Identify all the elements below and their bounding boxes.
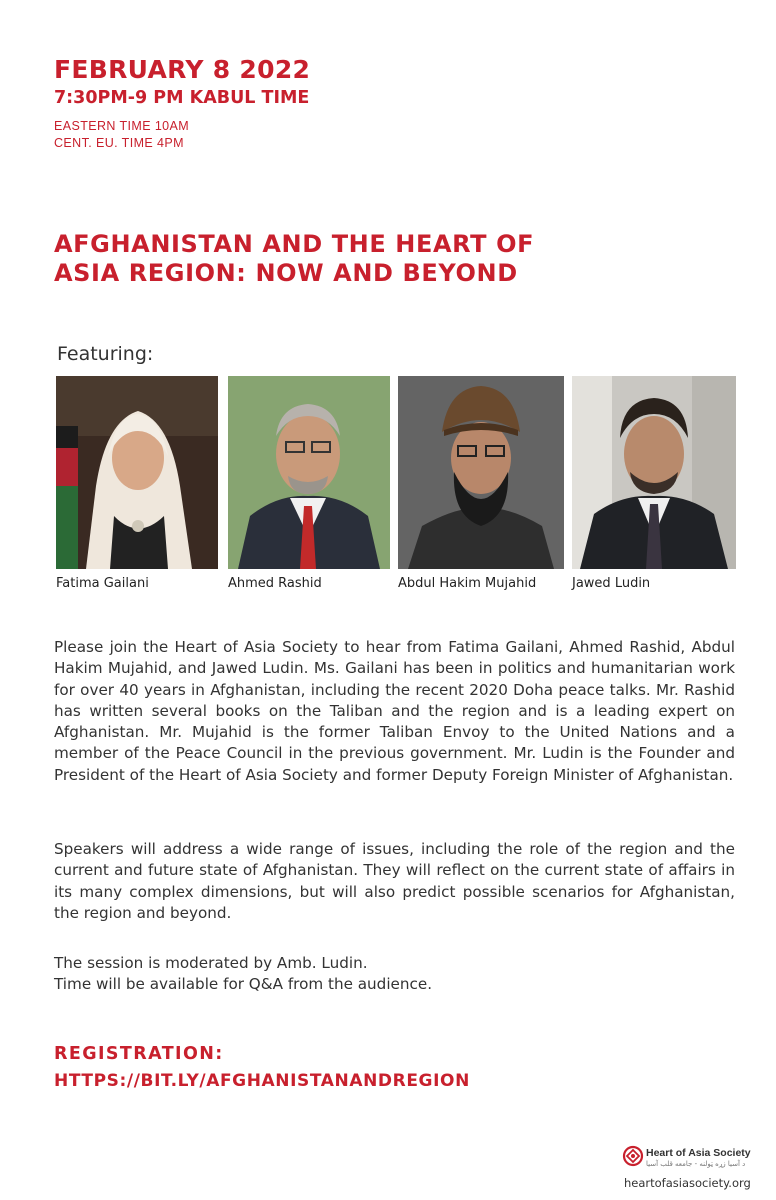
timezone-cet: CENT. EU. TIME 4PM — [54, 136, 184, 150]
topics-paragraph: Speakers will address a wide range of issues, including the role of the region and the current and future state of Afghanistan. They will reflect on the current state of affairs in its many complex dimensions, but will also predict possible scenarios for Afghanistan, the region and beyond. — [54, 840, 735, 922]
speaker-name: Jawed Ludin — [572, 576, 651, 591]
event-title — [54, 230, 534, 288]
qa-line: Time will be available for Q&A from the audience. — [54, 975, 433, 994]
heart-of-asia-logo-icon — [622, 1145, 644, 1167]
event-title-line2: ASIA REGION: NOW AND BEYOND — [54, 259, 518, 287]
speaker-photo-jawed-ludin — [572, 376, 736, 569]
moderator-line: The session is moderated by Amb. Ludin. — [54, 954, 368, 972]
registration-label: REGISTRATION: — [54, 1044, 224, 1064]
org-name: Heart of Asia Society — [646, 1147, 751, 1159]
registration-link[interactable]: HTTPS://BIT.LY/AFGHANISTANANDREGION — [54, 1071, 470, 1091]
speaker-name: Ahmed Rashid — [228, 576, 322, 591]
website-link[interactable]: heartofasiasociety.org — [624, 1176, 751, 1190]
speaker-photo-ahmed-rashid — [228, 376, 390, 569]
featuring-label: Featuring: — [57, 343, 154, 365]
moderation-paragraph — [54, 953, 735, 996]
speaker-photo-abdul-hakim-mujahid — [398, 376, 564, 569]
timezone-eastern: EASTERN TIME 10AM — [54, 119, 190, 133]
event-date: FEBRUARY 8 2022 — [54, 55, 311, 84]
org-subtitle: د آسیا زړه ټولنه - جامعه قلب آسیا — [646, 1160, 746, 1168]
event-time: 7:30PM-9 PM KABUL TIME — [54, 88, 310, 108]
speaker-photo-fatima-gailani — [56, 376, 218, 569]
event-title-line1: AFGHANISTAN AND THE HEART OF — [54, 230, 535, 258]
speaker-name: Fatima Gailani — [56, 576, 149, 591]
description-paragraph: Please join the Heart of Asia Society to hear from Fatima Gailani, Ahmed Rashid, Abdul Hakim Mujahid, and Jawed Ludin. Ms. Gailani has been in politics and humanitarian work for over 40 years in Afghanistan, including the recent 2020 Doha peace talks. Mr. Rashid has written several books on the Taliban and the region and is a leading expert on Afghanistan. Mr. Mujahid is the former Taliban Envoy to the United Nations and a member of the Peace Council in the previous government. Mr. Ludin is the Founder and President of the Heart of Asia Society and former Deputy Foreign Minister of Afghanistan. — [54, 638, 735, 784]
speaker-name: Abdul Hakim Mujahid — [398, 576, 537, 591]
